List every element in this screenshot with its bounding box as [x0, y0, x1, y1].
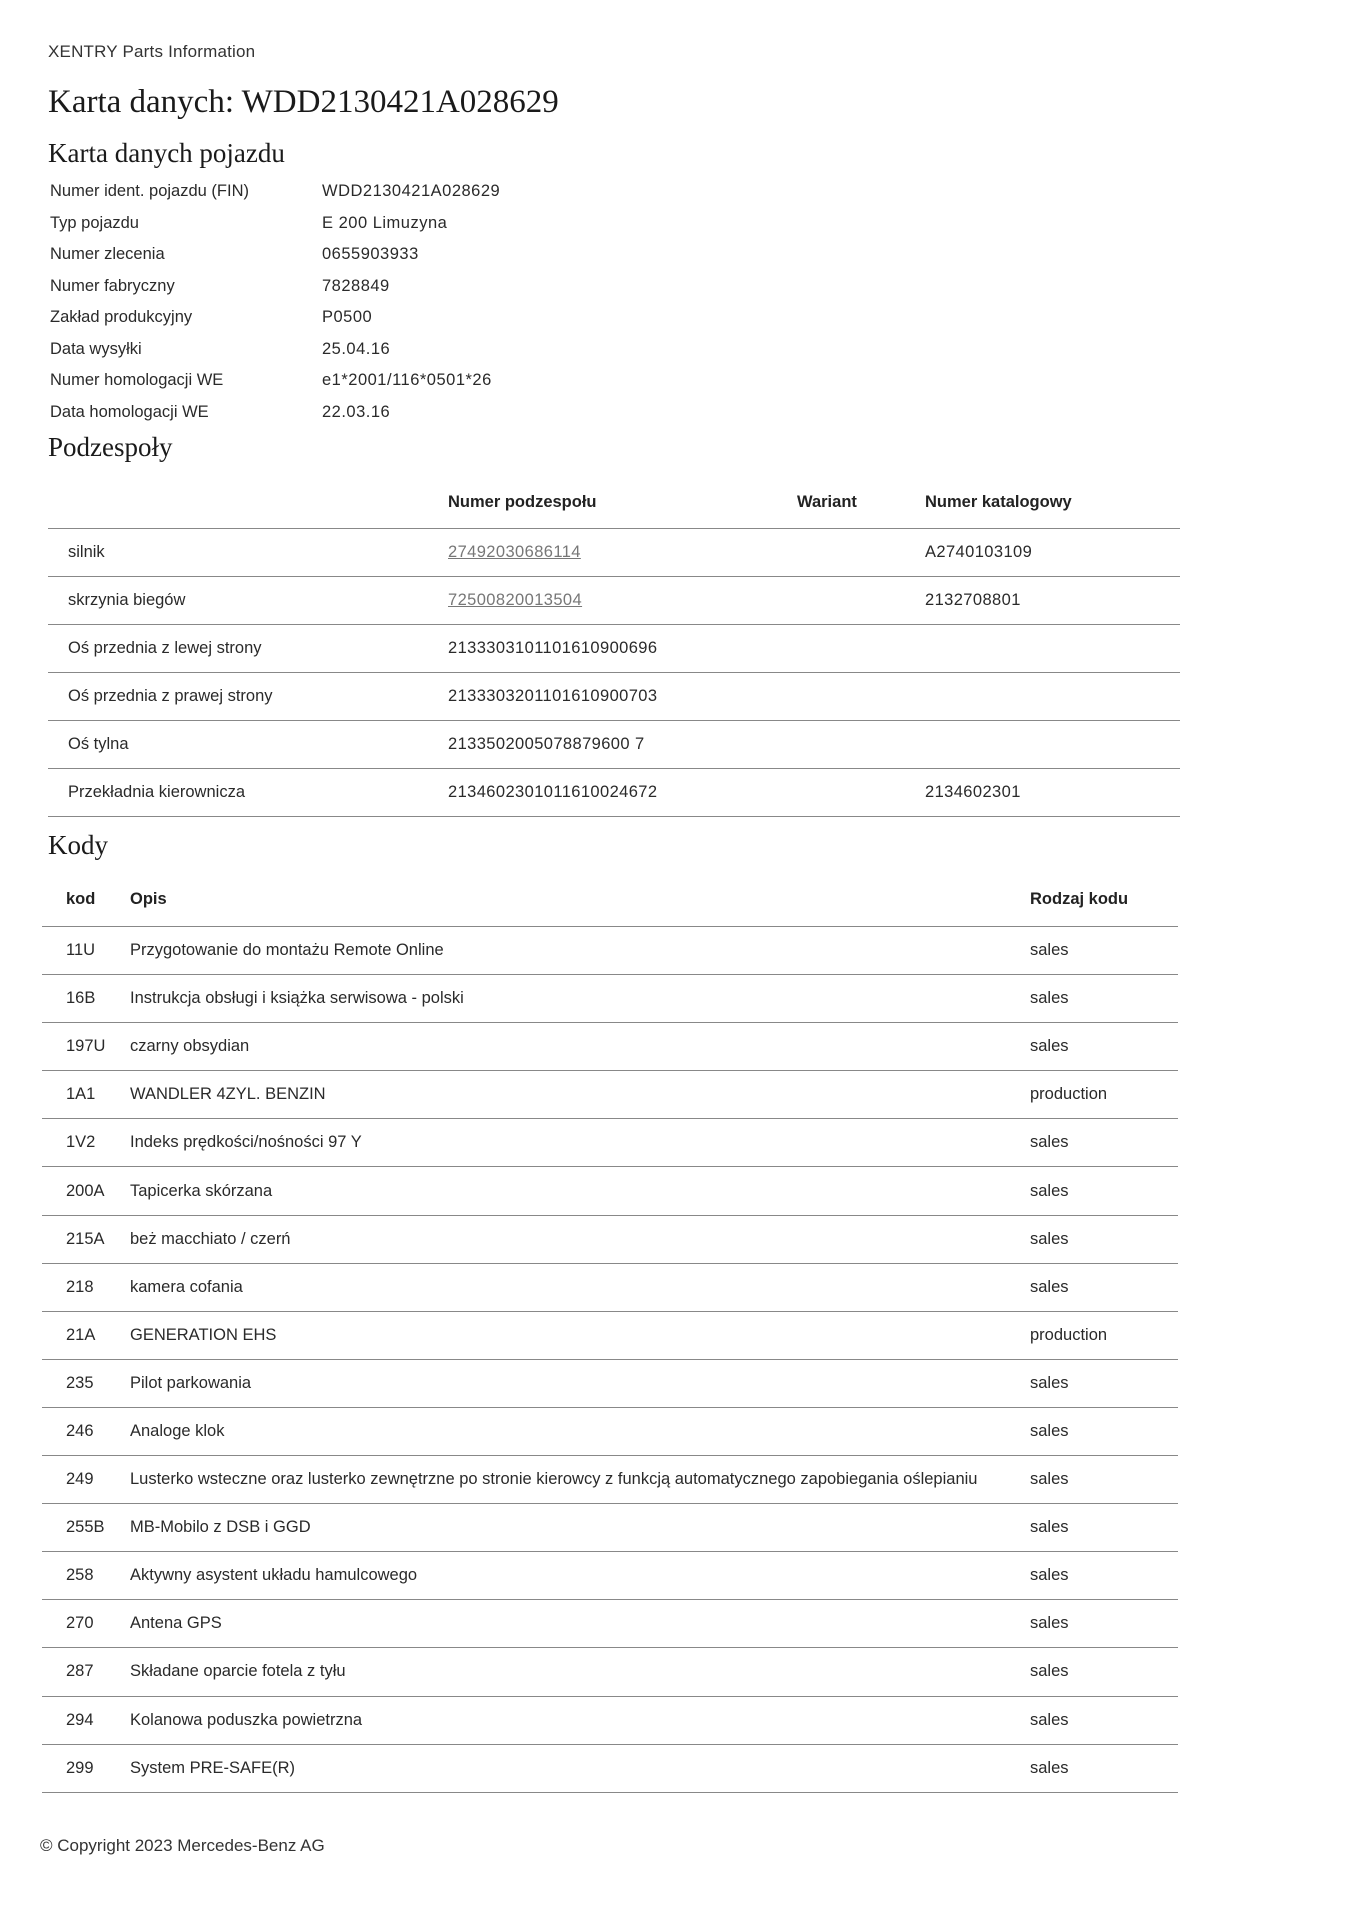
vehicle-info-list: [50, 176, 750, 428]
table-row: [48, 577, 1180, 625]
info-label: Numer fabryczny: [50, 276, 175, 295]
type-cell: sales: [1030, 1600, 1178, 1648]
column-header-description: Opis: [130, 872, 1030, 927]
column-header-code: kod: [42, 872, 130, 927]
codes-table: [42, 872, 1178, 1793]
component-variant: [797, 769, 925, 817]
component-name: Oś tylna: [48, 721, 448, 769]
type-cell: sales: [1030, 1359, 1178, 1407]
description-cell: beż macchiato / czerń: [130, 1215, 1030, 1263]
copyright-text: © Copyright 2023 Mercedes-Benz AG: [40, 1836, 325, 1855]
type-cell: production: [1030, 1071, 1178, 1119]
table-row: [48, 769, 1180, 817]
code-cell: 299: [42, 1744, 130, 1792]
component-number-link[interactable]: 72500820013504: [448, 591, 583, 609]
component-number: 2133303101101610900696: [448, 625, 797, 673]
type-cell: production: [1030, 1311, 1178, 1359]
info-value: 25.04.16: [322, 339, 391, 358]
description-cell: Aktywny asystent układu hamulcowego: [130, 1552, 1030, 1600]
table-row: [48, 625, 1180, 673]
component-catalog-number: 2132708801: [925, 577, 1180, 625]
type-cell: sales: [1030, 1504, 1178, 1552]
info-row: [50, 334, 750, 366]
code-cell: 249: [42, 1456, 130, 1504]
type-cell: sales: [1030, 1696, 1178, 1744]
info-label: Numer homologacji WE: [50, 371, 224, 390]
description-cell: System PRE-SAFE(R): [130, 1744, 1030, 1792]
code-cell: 270: [42, 1600, 130, 1648]
code-cell: 21A: [42, 1311, 130, 1359]
code-cell: 197U: [42, 1023, 130, 1071]
component-variant: [797, 577, 925, 625]
info-label: Numer zlecenia: [50, 245, 165, 264]
info-label: Data homologacji WE: [50, 402, 209, 421]
vehicle-section-title: Karta danych pojazdu: [48, 138, 285, 168]
component-catalog-number: [925, 721, 1180, 769]
component-variant: [797, 721, 925, 769]
table-row: [42, 1696, 1178, 1744]
page-title: Karta danych: WDD2130421A028629: [48, 84, 559, 120]
description-cell: Instrukcja obsługi i książka serwisowa - polski: [130, 975, 1030, 1023]
description-cell: Składane oparcie fotela z tyłu: [130, 1648, 1030, 1696]
description-cell: kamera cofania: [130, 1263, 1030, 1311]
info-row: [50, 176, 750, 208]
table-row: [48, 529, 1180, 577]
info-value: 7828849: [322, 276, 390, 295]
column-header-catalog: Numer katalogowy: [925, 476, 1180, 529]
table-row: [42, 1167, 1178, 1215]
description-cell: Tapicerka skórzana: [130, 1167, 1030, 1215]
app-header: XENTRY Parts Information: [48, 42, 256, 61]
component-catalog-number: 2134602301: [925, 769, 1180, 817]
description-cell: WANDLER 4ZYL. BENZIN: [130, 1071, 1030, 1119]
column-header-variant: Wariant: [797, 476, 925, 529]
info-value: E 200 Limuzyna: [322, 213, 448, 232]
code-cell: 1V2: [42, 1119, 130, 1167]
description-cell: Indeks prędkości/nośności 97 Y: [130, 1119, 1030, 1167]
info-row: [50, 302, 750, 334]
table-row: [42, 1071, 1178, 1119]
table-row: [42, 1359, 1178, 1407]
type-cell: sales: [1030, 1456, 1178, 1504]
column-header-component: [48, 476, 448, 529]
info-value: P0500: [322, 308, 373, 327]
component-name: skrzynia biegów: [48, 577, 448, 625]
table-row: [42, 1407, 1178, 1455]
table-row: [42, 1215, 1178, 1263]
type-cell: sales: [1030, 1119, 1178, 1167]
info-value: 0655903933: [322, 245, 419, 264]
description-cell: Przygotowanie do montażu Remote Online: [130, 927, 1030, 975]
table-row: [42, 1552, 1178, 1600]
column-header-number: Numer podzespołu: [448, 476, 797, 529]
code-cell: 218: [42, 1263, 130, 1311]
table-row: [42, 927, 1178, 975]
description-cell: czarny obsydian: [130, 1023, 1030, 1071]
component-number: 2133502005078879600 7: [448, 721, 797, 769]
component-name: Przekładnia kierownicza: [48, 769, 448, 817]
components-section-title: Podzespoły: [48, 432, 173, 462]
info-row: [50, 239, 750, 271]
description-cell: Lusterko wsteczne oraz lusterko zewnętrzne po stronie kierowcy z funkcją automatycznego zapobiegania oślepianiu: [130, 1456, 1030, 1504]
info-label: Typ pojazdu: [50, 213, 139, 232]
component-catalog-number: [925, 625, 1180, 673]
description-cell: Pilot parkowania: [130, 1359, 1030, 1407]
table-row: [42, 1311, 1178, 1359]
type-cell: sales: [1030, 1263, 1178, 1311]
table-row: [42, 975, 1178, 1023]
component-variant: [797, 625, 925, 673]
codes-header-row: [42, 872, 1178, 927]
description-cell: MB-Mobilo z DSB i GGD: [130, 1504, 1030, 1552]
component-number: 2133303201101610900703: [448, 673, 797, 721]
table-row: [42, 1119, 1178, 1167]
type-cell: sales: [1030, 1552, 1178, 1600]
component-variant: [797, 673, 925, 721]
type-cell: sales: [1030, 1744, 1178, 1792]
table-row: [48, 721, 1180, 769]
component-name: Oś przednia z lewej strony: [48, 625, 448, 673]
description-cell: Kolanowa poduszka powietrzna: [130, 1696, 1030, 1744]
code-cell: 255B: [42, 1504, 130, 1552]
info-row: [50, 365, 750, 397]
info-value: WDD2130421A028629: [322, 182, 501, 201]
code-cell: 294: [42, 1696, 130, 1744]
type-cell: sales: [1030, 927, 1178, 975]
code-cell: 1A1: [42, 1071, 130, 1119]
component-number: 2134602301011610024672: [448, 769, 797, 817]
code-cell: 11U: [42, 927, 130, 975]
info-label: Data wysyłki: [50, 339, 142, 358]
info-row: [50, 397, 750, 429]
code-cell: 287: [42, 1648, 130, 1696]
info-value: 22.03.16: [322, 402, 391, 421]
code-cell: 258: [42, 1552, 130, 1600]
component-number-link[interactable]: 27492030686114: [448, 543, 581, 561]
component-catalog-number: A2740103109: [925, 529, 1180, 577]
type-cell: sales: [1030, 1407, 1178, 1455]
description-cell: Antena GPS: [130, 1600, 1030, 1648]
description-cell: GENERATION EHS: [130, 1311, 1030, 1359]
table-row: [42, 1648, 1178, 1696]
type-cell: sales: [1030, 1023, 1178, 1071]
table-row: [42, 1504, 1178, 1552]
table-row: [42, 1456, 1178, 1504]
code-cell: 235: [42, 1359, 130, 1407]
type-cell: sales: [1030, 1215, 1178, 1263]
component-catalog-number: [925, 673, 1180, 721]
info-value: e1*2001/116*0501*26: [322, 371, 492, 390]
code-cell: 16B: [42, 975, 130, 1023]
table-row: [42, 1263, 1178, 1311]
table-row: [48, 673, 1180, 721]
code-cell: 246: [42, 1407, 130, 1455]
component-variant: [797, 529, 925, 577]
type-cell: sales: [1030, 975, 1178, 1023]
table-row: [42, 1600, 1178, 1648]
component-name: Oś przednia z prawej strony: [48, 673, 448, 721]
components-header-row: [48, 476, 1180, 529]
code-cell: 215A: [42, 1215, 130, 1263]
components-table: [48, 476, 1180, 817]
info-row: [50, 208, 750, 240]
code-cell: 200A: [42, 1167, 130, 1215]
type-cell: sales: [1030, 1648, 1178, 1696]
codes-section-title: Kody: [48, 830, 108, 860]
component-name: silnik: [48, 529, 448, 577]
table-row: [42, 1744, 1178, 1792]
info-row: [50, 271, 750, 303]
type-cell: sales: [1030, 1167, 1178, 1215]
description-cell: Analoge klok: [130, 1407, 1030, 1455]
table-row: [42, 1023, 1178, 1071]
info-label: Numer ident. pojazdu (FIN): [50, 182, 249, 201]
info-label: Zakład produkcyjny: [50, 308, 193, 327]
column-header-type: Rodzaj kodu: [1030, 872, 1178, 927]
